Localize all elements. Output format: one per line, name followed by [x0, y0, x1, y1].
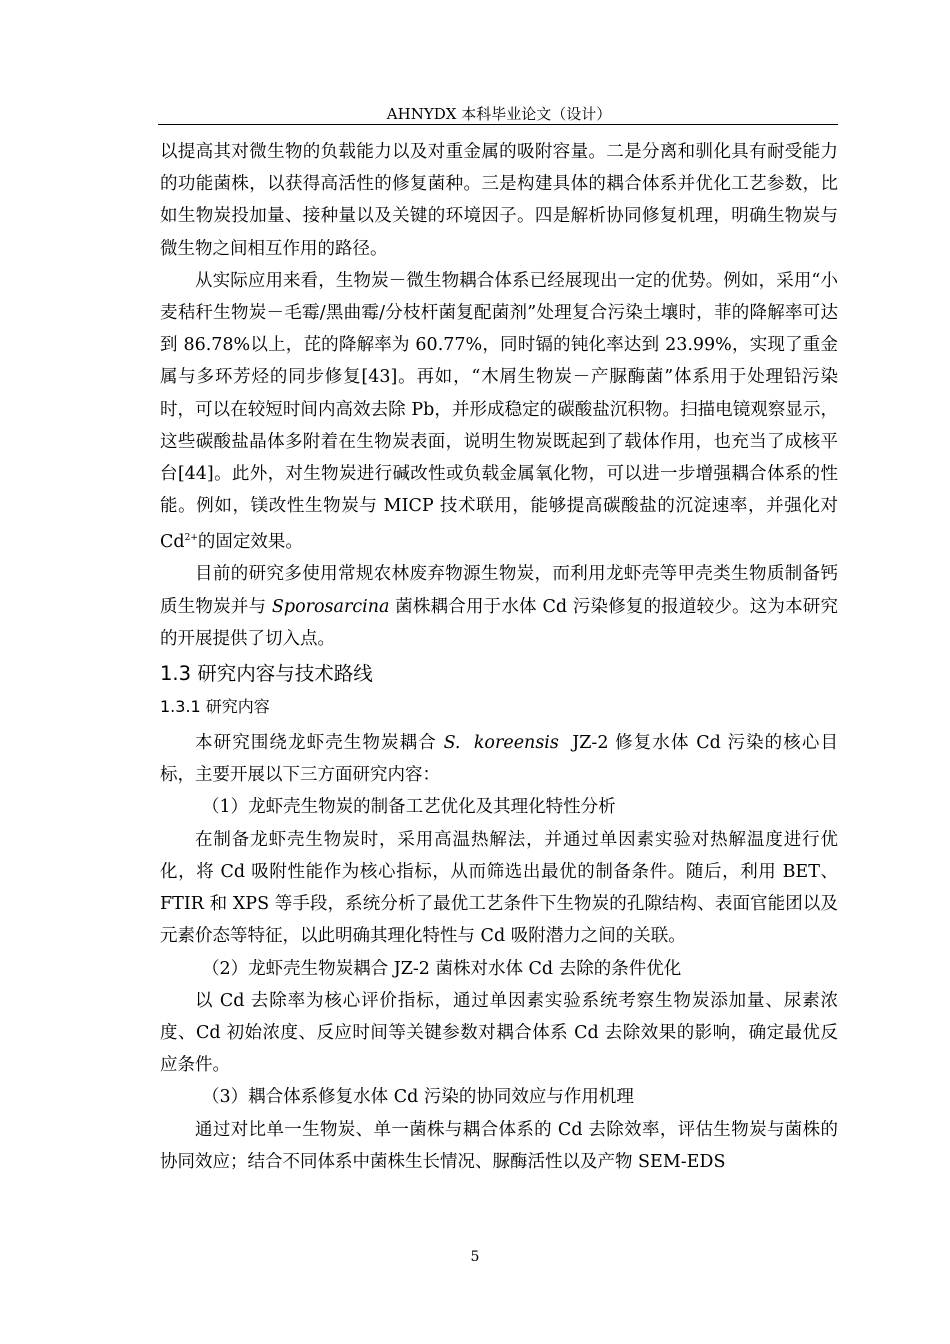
paragraph-text: 菌株耦合用于水体 Cd 污染修复的报道较少。这为本研究的开展提供了切入点。: [160, 596, 838, 649]
paragraph-text: 本研究围绕龙虾壳生物炭耦合: [195, 733, 444, 754]
paragraph-continuation: 以提高其对微生物的负载能力以及对重金属的吸附容量。二是分离和驯化具有耐受能力的功能菌株，以获得高活性的修复菌种。三是构建具体的耦合体系并优化工艺参数，比如生物炭投加量、接种量以及关键的环境因子。四是解析协同修复机理，明确生物炭与微生物之间相互作用的路径。: [160, 142, 838, 259]
species-name: Sporosarcina: [271, 596, 390, 617]
paragraph-application-examples: [160, 265, 838, 559]
page-body: [160, 136, 838, 1178]
item-2-text: 以 Cd 去除率为核心评价指标，通过单因素实验系统考察生物炭添加量、尿素浓度、Cd 初始浓度、反应时间等关键参数对耦合体系 Cd 去除效果的影响，确定最优反应条件。: [160, 990, 838, 1076]
section-heading: 1.3 研究内容与技术路线: [160, 662, 373, 686]
paragraph-research-gap: [160, 558, 838, 655]
header-rule: [158, 124, 838, 125]
paragraph-text: JZ-2 修复水体 Cd 污染的核心目标，主要开展以下三方面研究内容：: [160, 733, 839, 786]
paragraph-text: 目前的研究多使用常规农林废弃物源生物炭，而利用龙虾壳等甲壳类生物质制备钙质生物炭并与: [160, 564, 838, 617]
page-header-title: AHNYDX 本科毕业论文（设计）: [386, 105, 612, 123]
paragraph-research-goal: [160, 727, 838, 791]
page-number: 5: [470, 1249, 480, 1265]
item-3-title: （3）耦合体系修复水体 Cd 污染的协同效应与作用机理: [202, 1087, 634, 1108]
item-2-title: （2）龙虾壳生物炭耦合 JZ-2 菌株对水体 Cd 去除的条件优化: [202, 958, 682, 979]
subsection-heading: 1.3.1 研究内容: [160, 697, 270, 717]
item-1-text: 在制备龙虾壳生物炭时，采用高温热解法，并通过单因素实验对热解温度进行优化，将 Cd 吸附性能作为核心指标，从而筛选出最优的制备条件。随后，利用 BET、FTIR 和 XPS 等手段，系统分析了最优工艺条件下生物炭的孔隙结构、表面官能团以及元素价态等特征，以此明确其理化特性与 Cd 吸附潜力之间的关联。: [160, 829, 838, 947]
species-name: S. koreensis: [443, 733, 559, 754]
paragraph-text: 的固定效果。: [197, 532, 303, 553]
item-1-title: （1）龙虾壳生物炭的制备工艺优化及其理化特性分析: [202, 797, 616, 818]
superscript-charge: 2+: [184, 533, 198, 544]
item-3-text: 通过对比单一生物炭、单一菌株与耦合体系的 Cd 去除效率，评估生物炭与菌株的协同效应；结合不同体系中菌株生长情况、脲酶活性以及产物 SEM-EDS: [160, 1119, 838, 1172]
paragraph-text: 从实际应用来看，生物炭－微生物耦合体系已经展现出一定的优势。例如，采用“小麦秸秆生物炭－毛霉/黑曲霉/分枝杆菌复配菌剂”处理复合污染土壤时，菲的降解率可达到 86.78%以上，芘的降解率为 60.77%，同时镉的钝化率达到 23.99%，实现了重金属与多环芳烃的同步修复[43]。再如，“木屑生物炭－产脲酶菌”体系用于处理铅污染时，可以在较短时间内高效去除 Pb，并形成稳定的碳酸盐沉积物。扫描电镜观察显示，这些碳酸盐晶体多附着在生物炭表面，说明生物炭既起到了载体作用，也充当了成核平台[44]。此外，对生物炭进行碱改性或负载金属氧化物，可以进一步增强耦合体系的性能。例如，镁改性生物炭与 MICP 技术联用，能够提高碳酸盐的沉淀速率，并强化对 Cd: [160, 270, 838, 553]
